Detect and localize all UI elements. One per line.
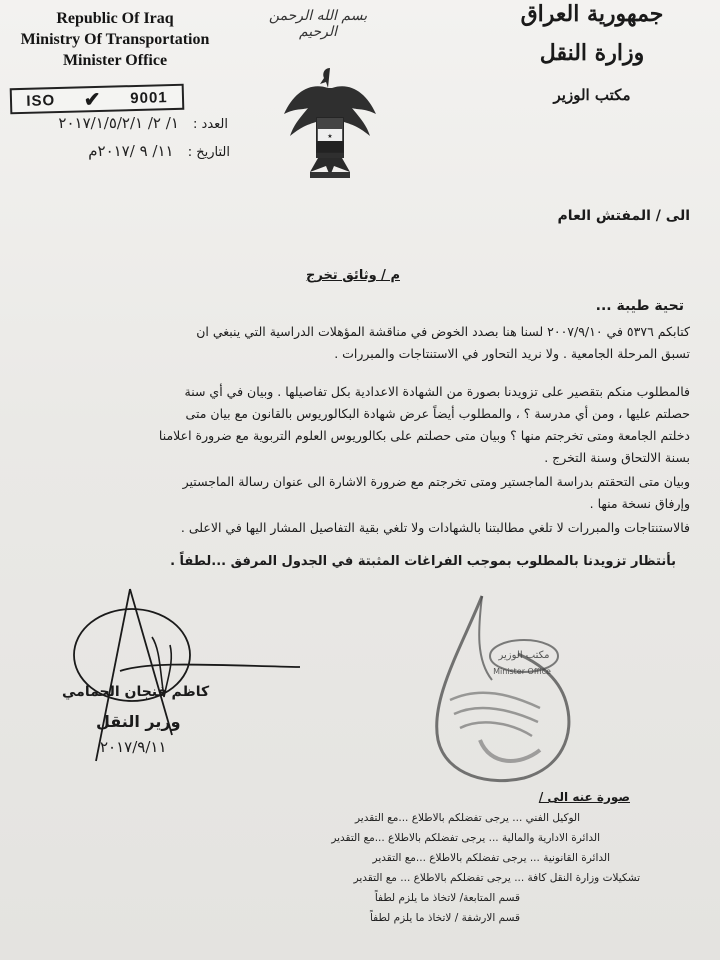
reference-number-label: العدد : [193, 117, 228, 132]
body-line-8: وإرفاق نسخة منها . [589, 496, 690, 511]
recipient: الى / المفتش العام [557, 208, 690, 224]
letterhead-ministry: Ministry Of Transportation [20, 31, 210, 48]
body-line-5: دخلتم الجامعة ومتى تخرجتم منها ؟ وبيان متى حصلتم على بكالوريوس العلوم التربوية مع ضرورة اعلامنا [158, 428, 690, 443]
arabic-letterhead-office: مكتب الوزير [553, 86, 631, 104]
cc-item: تشكيلات وزارة النقل كافة ... يرجى تفضلكم بالاطلاع ... مع التقدير [353, 872, 640, 884]
cc-item: الوكيل الفني ... يرجى تفضلكم بالاطلاع ...مع التقدير [355, 812, 580, 824]
body-line-2: تسبق المرحلة الجامعية . ولا نريد التحاور في الاستنتاجات والمبررات . [334, 346, 690, 361]
cc-title: صورة عنه الى / [538, 790, 630, 804]
iso-number: 9001 [130, 88, 168, 107]
signature-date: ٢٠١٧/٩/١١ [100, 738, 167, 756]
cc-item: الدائرة الادارية والمالية ... يرجى تفضلكم بالاطلاع ...مع التقدير [331, 832, 600, 844]
reference-number-value: ١/ ٢/ ٢٠١٧/١/٥/٢/١ [58, 114, 179, 132]
minister-office-stamp-icon [420, 590, 580, 790]
iraq-eagle-emblem-icon [280, 62, 380, 182]
cc-item: الدائرة القانونية ... يرجى تفضلكم بالاطلاع ...مع التقدير [372, 852, 610, 864]
body-line-9: فالاستنتاجات والمبررات لا تلغي مطالبتنا بالشهادات ولا تلغي بقية التفاصيل المشار اليها في الاعلى . [180, 520, 690, 535]
stamp-arabic-text: مكتب الوزير [498, 650, 550, 661]
arabic-letterhead-ministry: وزارة النقل [539, 40, 645, 66]
signatory-title: وزير النقل [96, 712, 181, 731]
reference-date [20, 142, 230, 160]
english-letterhead [0, 8, 230, 71]
letterhead-office: Minister Office [62, 52, 168, 69]
arabic-letterhead-country: جمهورية العراق [520, 1, 664, 27]
closing-line: بأنتظار تزويدنا بالمطلوب بموجب الفراغات المثبتة في الجدول المرفق ...لطفاً . [170, 554, 676, 569]
body-line-3: فالمطلوب منكم بتقصير على تزويدنا بصورة من الشهادة الاعدادية بكل تفاصيلها . وبيان في أي سنة [184, 384, 690, 399]
reference-date-value: ١١/ ٩ /٢٠١٧م [88, 142, 174, 160]
basmala: بسم الله الرحمن الرحيم [268, 8, 368, 40]
greeting: تحية طيبة ... [595, 298, 684, 314]
cc-item: قسم الارشفة / لاتخاذ ما يلزم لطفاً [369, 912, 520, 924]
signatory-name: كاظم فنجان الحمامي [62, 684, 210, 700]
svg-text:★: ★ [327, 133, 333, 140]
stamp-english-text: Minister Office [493, 667, 551, 676]
reference-date-label: التاريخ : [187, 145, 230, 160]
letterhead-country: Republic Of Iraq [56, 10, 174, 27]
body-line-7: وبيان متى التحقتم بدراسة الماجستير ومتى تخرجتم مع ضرورة الاشارة الى عنوان رسالة الماجستير [182, 474, 690, 489]
cc-item: قسم المتابعة/ لاتخاذ ما يلزم لطفاً [374, 892, 520, 904]
body-line-1: كتابكم ٥٣٧٦ في ٢٠٠٧/٩/١٠ لسنا هنا بصدد الخوض في مناقشة المؤهلات الدراسية التي ينبغي ان [196, 324, 690, 339]
handwritten-signature-icon [60, 585, 320, 775]
iso-label: ISO [26, 91, 56, 110]
arabic-letterhead [472, 0, 712, 104]
check-icon: ✔ [83, 88, 102, 111]
iso-certification-box [10, 84, 185, 115]
body-line-4: حصلتم عليها ، ومن أي مدرسة ؟ ، والمطلوب أيضاً عرض شهادة البكالوريوس بالقانون مع بيان متى [185, 406, 690, 421]
body-line-6: بسنة الالتحاق وسنة التخرج . [544, 450, 690, 465]
reference-number [6, 114, 228, 132]
subject-line: م / وثائق تخرج [305, 268, 400, 283]
